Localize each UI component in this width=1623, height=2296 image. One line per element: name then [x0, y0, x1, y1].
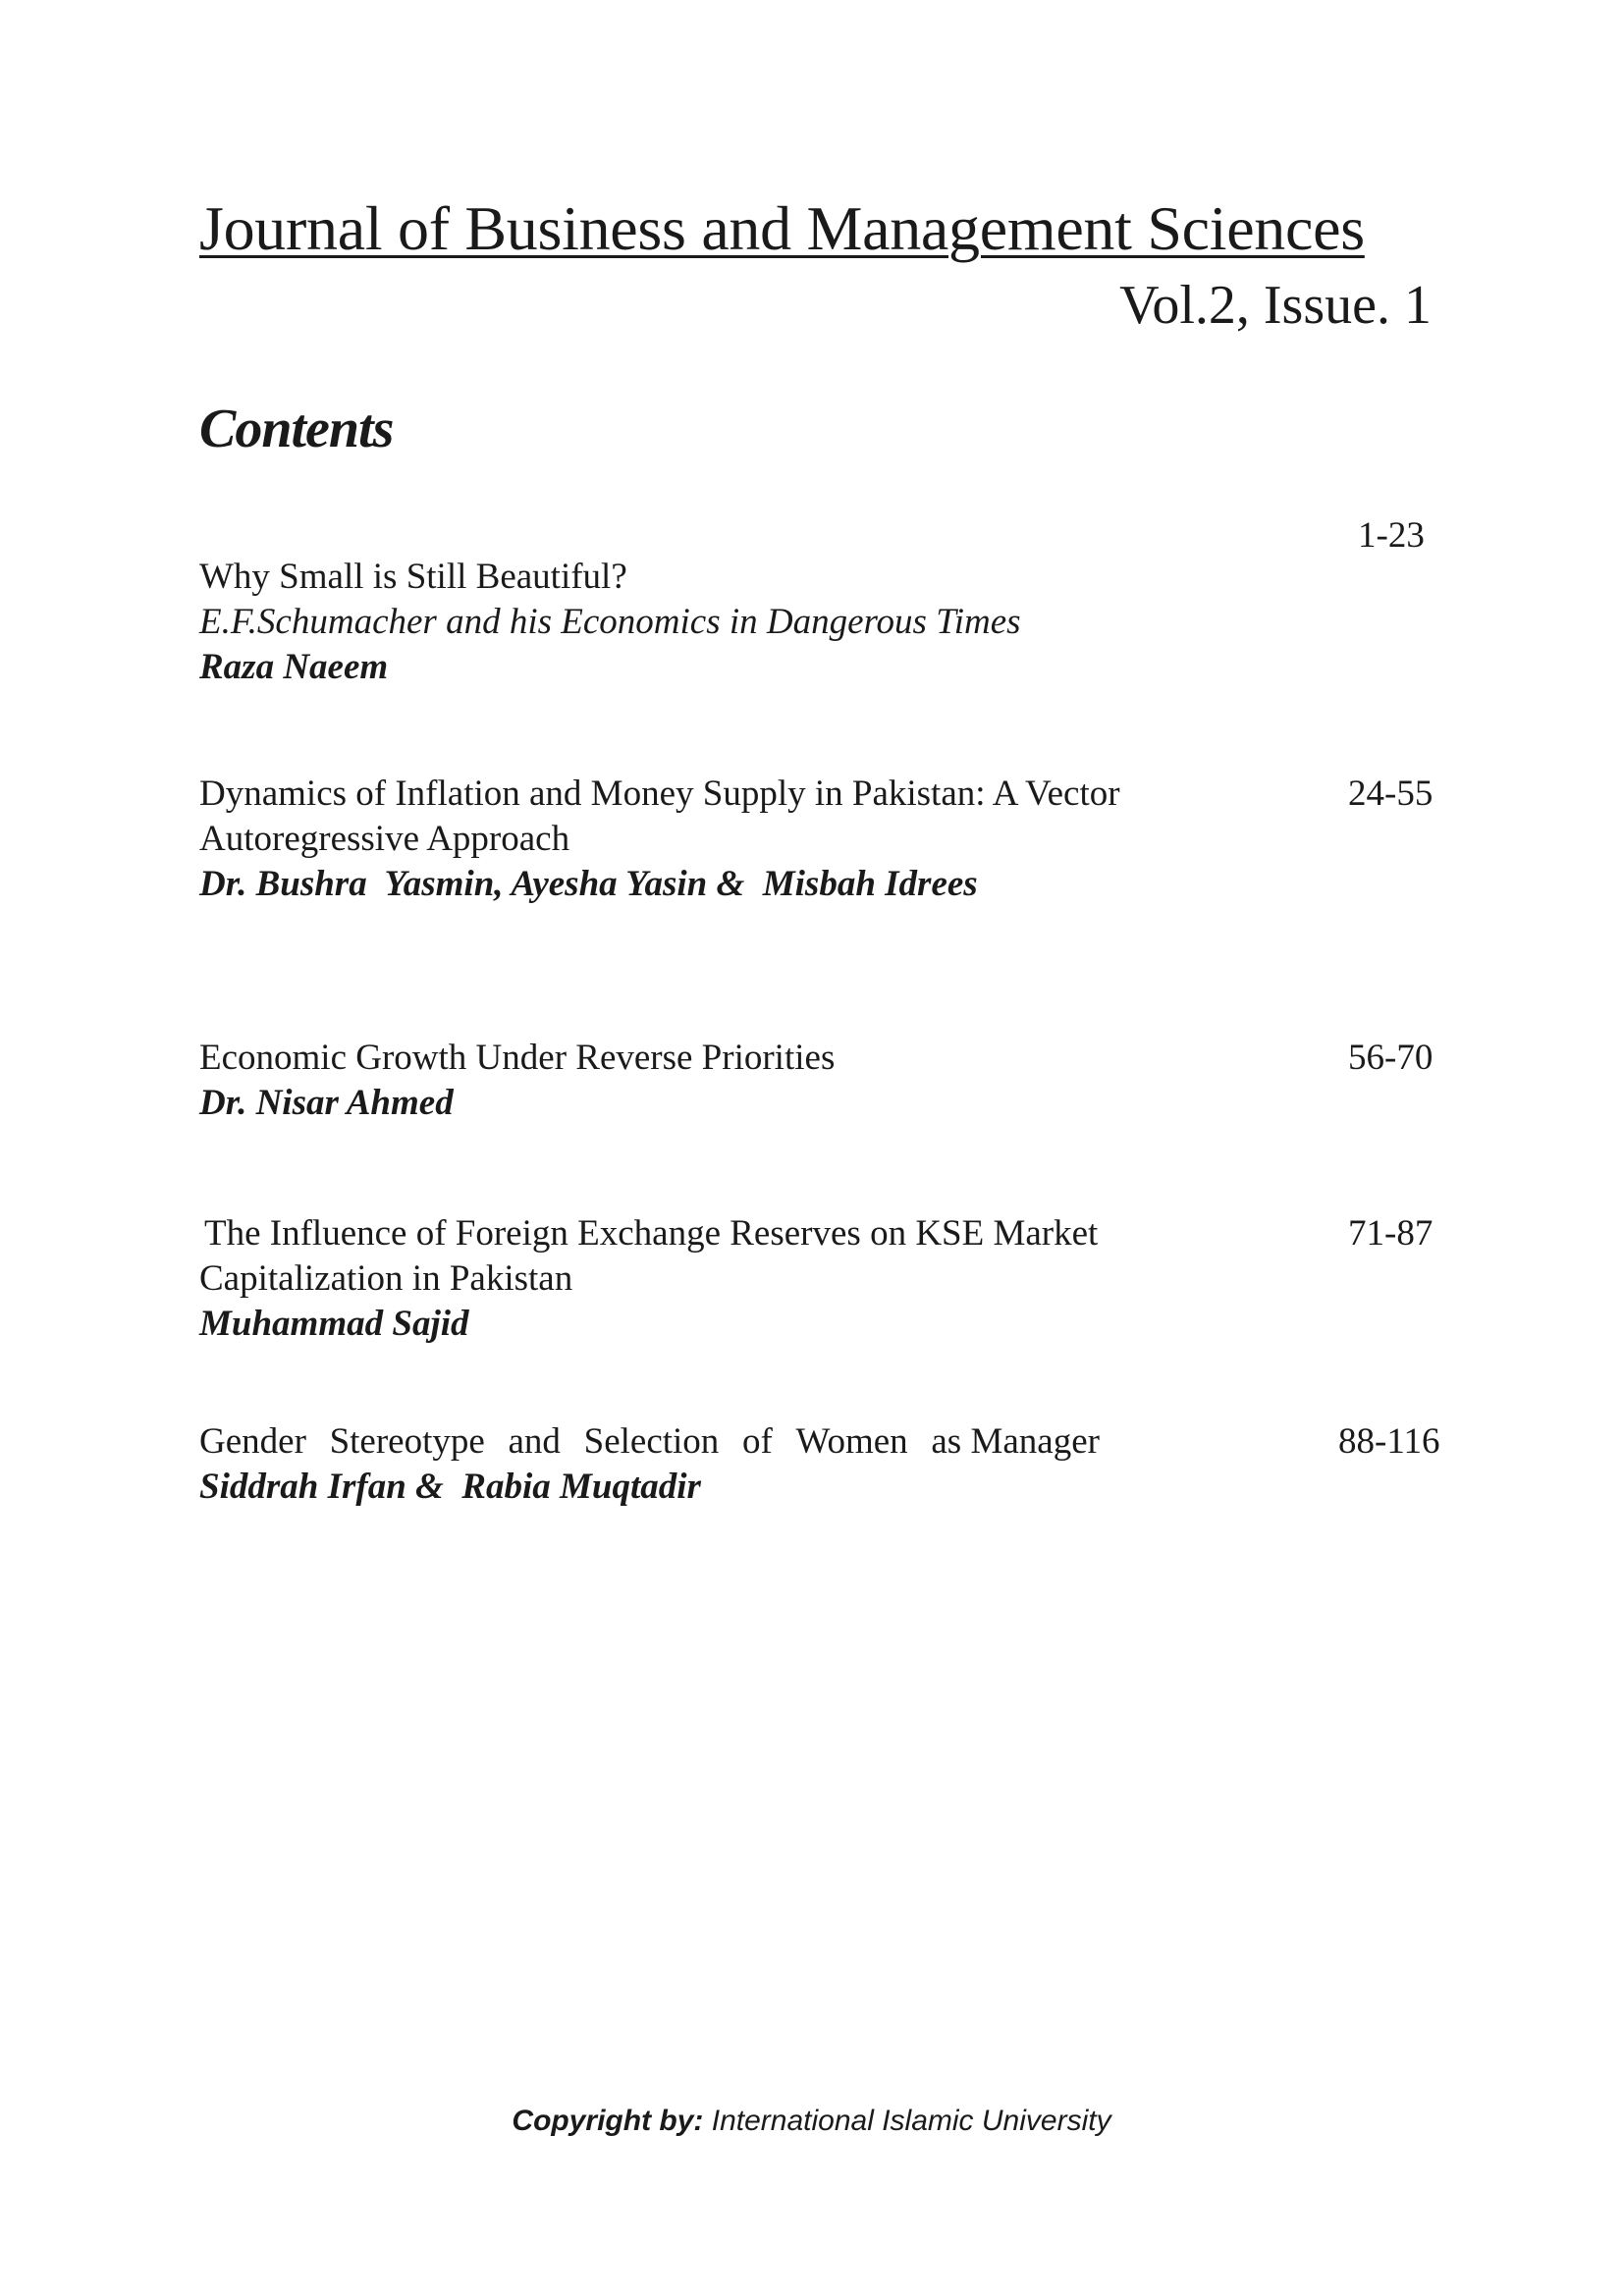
title-word: as Manager: [931, 1421, 1100, 1462]
volume-issue: Vol.2, Issue. 1: [1119, 275, 1432, 336]
entry-title-continued: Autoregressive Approach: [199, 819, 570, 859]
entry-pages: 1-23: [1358, 515, 1425, 556]
entry-subtitle: E.F.Schumacher and his Economics in Dangerous Times: [199, 602, 1021, 642]
entry-authors: Dr. Bushra Yasmin, Ayesha Yasin & Misbah Idrees: [199, 864, 978, 904]
entry-authors: Muhammad Sajid: [199, 1304, 469, 1344]
entry-title: Why Small is Still Beautiful?: [199, 557, 627, 597]
toc-entry: [199, 515, 1476, 690]
toc-entry: [199, 1211, 1476, 1347]
title-word: Selection: [583, 1421, 720, 1462]
entry-pages: 24-55: [1348, 774, 1434, 814]
title-word: and: [508, 1421, 561, 1462]
entry-pages: 88-116: [1338, 1421, 1440, 1462]
entry-pages: 56-70: [1348, 1038, 1434, 1078]
entry-title: Dynamics of Inflation and Money Supply in Pakistan: A Vector: [199, 774, 1120, 814]
entry-title: [199, 1419, 1100, 1465]
entry-authors: Raza Naeem: [199, 647, 389, 687]
journal-title: Journal of Business and Management Sciences: [199, 193, 1365, 263]
copyright-label: Copyright by:: [512, 2105, 704, 2137]
entry-authors: Siddrah Irfan & Rabia Muqtadir: [199, 1467, 701, 1507]
copyright-holder: International Islamic University: [711, 2105, 1111, 2137]
entry-authors: Dr. Nisar Ahmed: [199, 1083, 454, 1123]
entry-title: The Influence of Foreign Exchange Reserves on KSE Market: [204, 1213, 1099, 1254]
title-word: Stereotype: [329, 1421, 485, 1462]
entry-title-continued: Capitalization in Pakistan: [199, 1258, 573, 1299]
contents-heading: Contents: [199, 399, 394, 459]
title-word: Gender: [199, 1421, 306, 1462]
toc-entry: [199, 772, 1476, 907]
title-word: Women: [795, 1421, 908, 1462]
toc-entry: [199, 1036, 1476, 1126]
copyright-footer: [0, 2105, 1623, 2138]
toc-entry: [199, 1419, 1476, 1510]
entry-pages: 71-87: [1348, 1213, 1434, 1254]
title-word: of: [742, 1421, 773, 1462]
entry-title: Economic Growth Under Reverse Priorities: [199, 1038, 836, 1078]
